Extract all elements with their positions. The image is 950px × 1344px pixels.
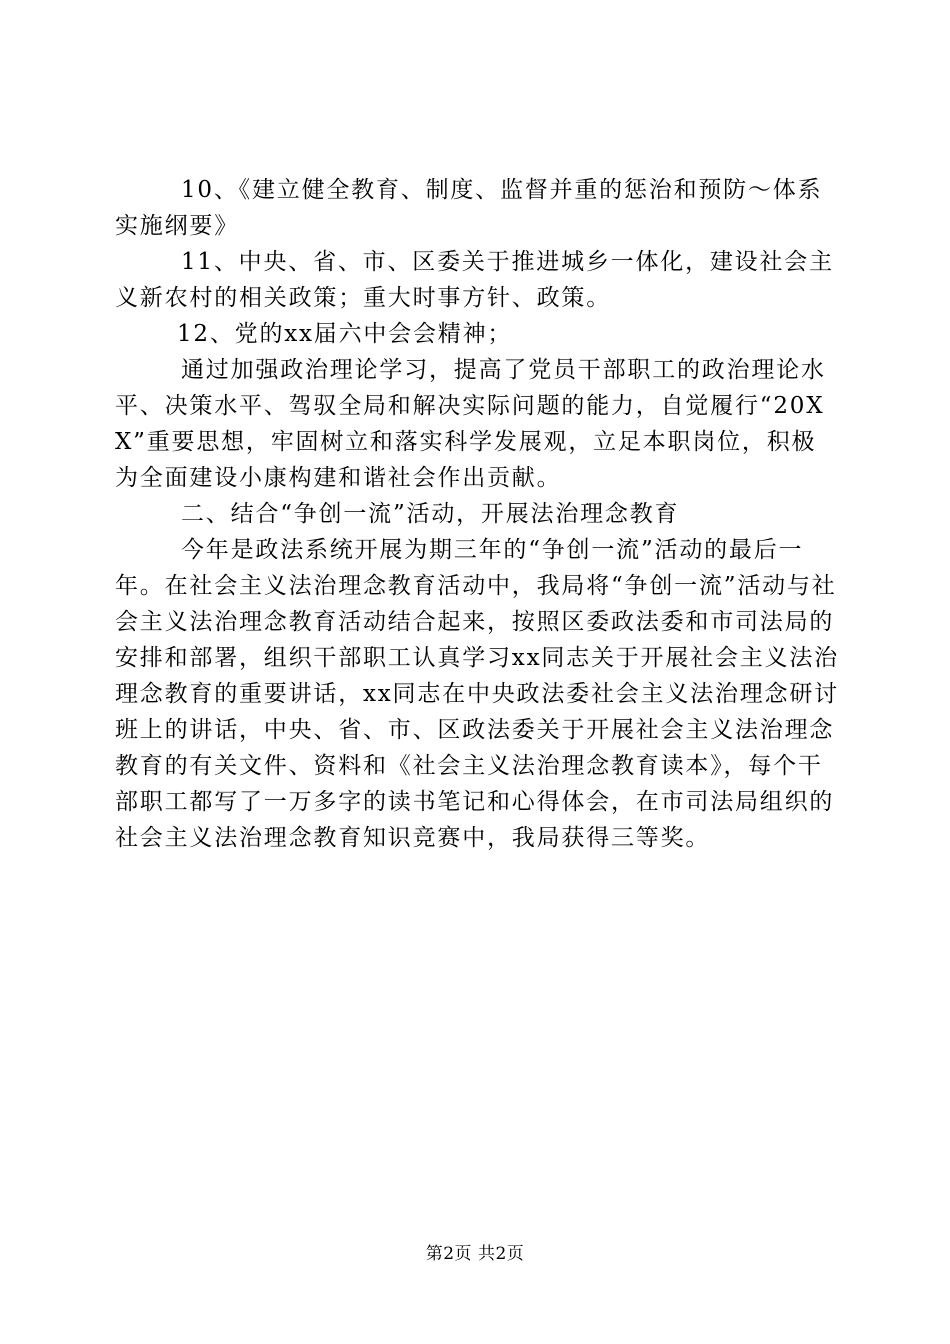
section-heading-2: 二、结合“争创一流”活动，开展法治理念教育 [181, 501, 680, 527]
page-number-label: 第2页 共2页 [425, 1244, 525, 1264]
paragraph-item-11: 11、中央、省、市、区委关于推进城乡一体化，建设社会主义新农村的相关政策；重大时事方针、政策。 [115, 249, 834, 311]
page-footer [0, 1244, 950, 1264]
paragraph-item-12: 12、党的xx届六中会会精神； [177, 321, 513, 347]
paragraph-item-10: 10、《建立健全教育、制度、监督并重的惩治和预防～体系实施纲要》 [115, 177, 823, 239]
paragraph-rule-of-law-education: 今年是政法系统开展为期三年的“争创一流”活动的最后一年。在社会主义法治理念教育活动中，我局将“争创一流”活动与社会主义法治理念教育活动结合起来，按照区委政法委和市司法局的安排和部署，组织干部职工认真学习xx同志关于开展社会主义法治理念教育的重要讲话，xx同志在中央政法委社会主义法治理念研讨班上的讲话，中央、省、市、区政法委关于开展社会主义法治理念教育的有关文件、资料和《社会主义法治理念教育读本》，每个干部职工都写了一万多字的读书笔记和心得体会，在市司法局组织的社会主义法治理念教育知识竞赛中，我局获得三等奖。 [115, 537, 839, 851]
document-body [115, 172, 840, 856]
paragraph-study-summary: 通过加强政治理论学习，提高了党员干部职工的政治理论水平、决策水平、驾驭全局和解决实际问题的能力，自觉履行“20XX”重要思想，牢固树立和落实科学发展观，立足本职岗位，积极为全面建设小康构建和谐社会作出贡献。 [115, 357, 826, 491]
